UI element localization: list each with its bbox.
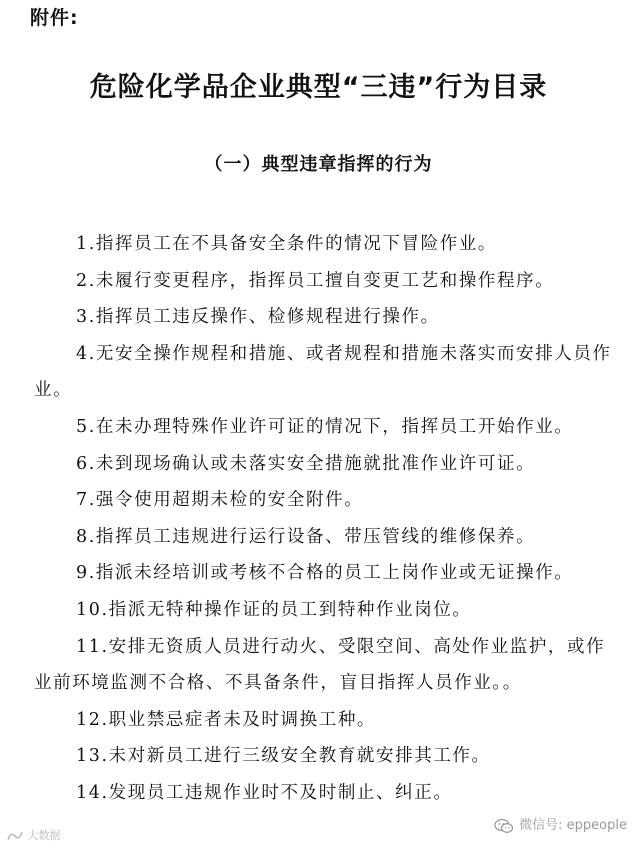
list-item: 3.指挥员工违反操作、检修规程进行操作。 (76, 307, 440, 328)
list-item: 13.未对新员工进行三级安全教育就安排其工作。 (76, 746, 491, 767)
list-item: 5.在未办理特殊作业许可证的情况下，指挥员工开始作业。 (76, 416, 574, 437)
list-item: 1.指挥员工在不具备安全条件的情况下冒险作业。 (76, 234, 497, 254)
document-title: 危险化学品企业典型“三违”行为目录 (89, 72, 548, 103)
list-item: 2.未履行变更程序，指挥员工擅自变更工艺和操作程序。 (76, 270, 555, 291)
list-item: 14.发现员工违规作业时不及时制止、纠正。 (76, 782, 453, 803)
watermark-right (494, 818, 627, 834)
violation-list (34, 226, 616, 812)
list-item: 10.指派无特种操作证的员工到特种作业岗位。 (76, 599, 472, 620)
wechat-icon (494, 818, 514, 834)
attachment-label: 附件: (30, 7, 79, 29)
logo-icon (6, 830, 24, 842)
list-item: 8.指挥员工违规进行运行设备、带压管线的维修保养。 (76, 526, 536, 547)
list-item: 11.安排无资质人员进行动火、受限空间、高处作业监护，或作业前环境监测不合格、不具备条件，盲目指挥人员作业。。 (34, 636, 606, 694)
watermark-right-text: 微信号: eppeople (519, 818, 627, 833)
watermark-left-text: 大数据 (27, 829, 61, 842)
list-item: 12.职业禁忌症者未及时调换工种。 (76, 709, 377, 730)
watermark-left (6, 828, 61, 844)
list-item: 9.指派未经培训或考核不合格的员工上岗作业或无证操作。 (76, 563, 574, 584)
section-title: （一）典型违章指挥的行为 (204, 154, 433, 175)
list-item: 7.强令使用超期未检的安全附件。 (76, 490, 364, 511)
list-item: 4.无安全操作规程和措施、或者规程和措施未落实而安排人员作业。 (34, 343, 612, 401)
list-item: 6.未到现场确认或未落实安全措施就批准作业许可证。 (76, 453, 536, 474)
